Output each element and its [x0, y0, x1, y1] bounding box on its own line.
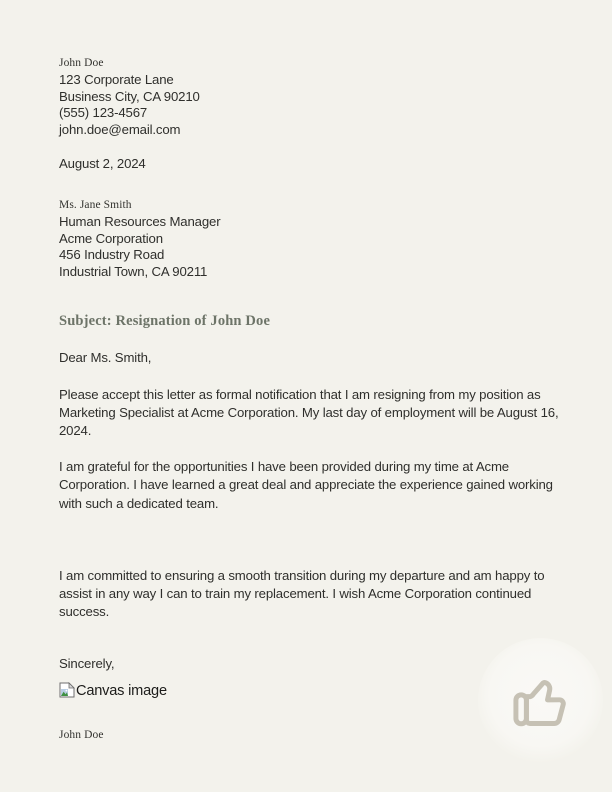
recipient-street: 456 Industry Road	[59, 247, 165, 263]
recipient-company: Acme Corporation	[59, 230, 163, 246]
recipient-city-state-zip: Industrial Town, CA 90211	[59, 263, 208, 279]
body-paragraph-2: I am grateful for the opportunities I have been provided during my time at Acme Corporation. I have learned a great deal and appreciate the experience gained working with such a dedicated team.	[59, 459, 553, 511]
signature-image-alt-text: Canvas image	[76, 682, 167, 699]
recipient-name: Ms. Jane Smith	[59, 198, 132, 211]
sender-street: 123 Corporate Lane	[59, 72, 174, 87]
recipient-block	[59, 197, 555, 280]
recipient-title: Human Resources Manager	[59, 213, 221, 229]
thumbs-up-icon	[506, 666, 576, 736]
sender-block	[59, 55, 555, 138]
body-paragraph-3-blank	[59, 531, 559, 549]
broken-image-icon	[59, 682, 75, 698]
salutation: Dear Ms. Smith,	[59, 350, 152, 366]
letter-date: August 2, 2024	[59, 156, 146, 172]
subject-line: Subject: Resignation of John Doe	[59, 313, 271, 330]
signature-name: John Doe	[59, 728, 104, 741]
sender-phone: (555) 123-4567	[59, 105, 148, 121]
sender-email: john.doe@email.com	[59, 121, 181, 137]
closing-line: Sincerely,	[59, 656, 115, 672]
thumbs-up-badge[interactable]	[478, 638, 603, 763]
sender-city-state-zip: Business City, CA 90210	[59, 88, 200, 104]
body-paragraph-1: Please accept this letter as formal notification that I am resigning from my position as Marketing Specialist at Acme Corporation. My last day of employment will be August 16, 2024.	[59, 386, 559, 438]
sender-name: John Doe	[59, 57, 104, 69]
body-paragraph-4: I am committed to ensuring a smooth transition during my departure and am happy to assist in any way I can to train my replacement. I wish Acme Corporation continued success.	[59, 567, 545, 620]
